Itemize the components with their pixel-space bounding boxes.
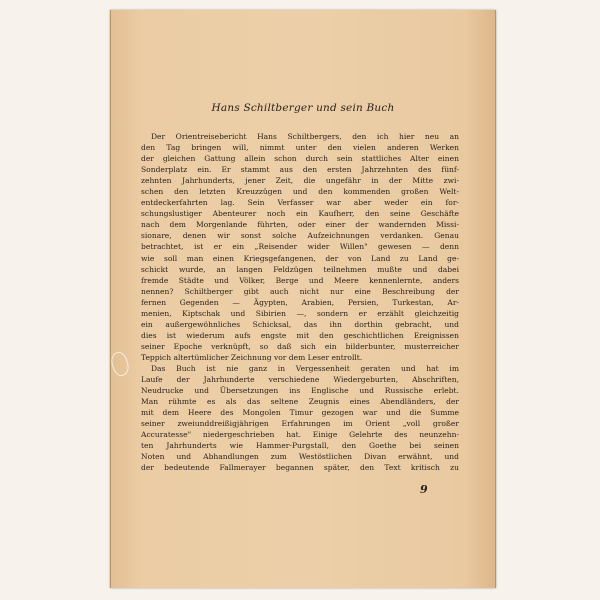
text-line: ten Jahrhunderts wie Hammer-Purgstall, den Goethe bei seinen [141,441,459,451]
text-line: menien, Kiptschak und Sibirien —, sondern er erzählt gleichzeitig [141,308,459,318]
text-line: schickt wurde, an langen Feldzügen teilnehmen mußte und dabei [141,264,459,274]
text-line: entdeckerfahrten lag. Sein Verfasser war aber weder ein for- [141,198,459,208]
text-line: der bedeutende Fallmerayer begannen später, den Text kritisch zu [141,463,459,473]
text-line: Noten und Abhandlungen zum Westöstlichen Divan erwähnt, und [141,452,459,462]
text-line: Das Buch ist nie ganz in Vergessenheit geraten und hat im [151,363,459,373]
text-line: wie soll man einen Kriegsgefangenen, der von Land zu Land ge- [141,253,459,263]
text-line: Der Orientreisebericht Hans Schiltbergers, den ich hier neu an [151,132,459,141]
text-line: ein außergewöhnliches Schicksal, das ihn dorthin gebracht, und [141,319,459,329]
chapter-heading: Hans Schiltberger und sein Buch [211,102,395,114]
text-line: seiner zweiunddreißigjährigen Erfahrungen im Orient „voll großer [141,419,459,429]
text-line: Teppich altertümlicher Zeichnung vor dem Leser entrollt. [141,352,363,362]
text-line: Laufe der Jahrhunderte verschiedene Wiedergeburten, Abschriften, [141,375,459,385]
text-line: seiner Epoche verknüpft, so daß sich ein bilderbunter, musterreicher [141,341,459,351]
text-line: Man rühmte es als das seltene Zeugnis eines Abendländers, der [141,397,459,407]
body-text [141,131,459,473]
text-line: schen den letzten Kreuzzügen und den kommenden großen Welt- [141,187,459,197]
text-line: der gleichen Gattung allein schon durch sein stattliches Alter einen [141,154,459,164]
text-line: Accuratesse" niedergeschrieben hat. Einige Gelehrte des neunzehn- [141,430,459,440]
text-line: nennen? Schiltberger gibt auch nicht nur eine Beschreibung der [141,286,459,296]
text-line: schungslustiger Abenteurer noch ein Kaufherr, den seine Geschäfte [141,209,459,219]
text-line: fremde Städte und Völker, Berge und Meere kennenlernte, anders [141,275,459,285]
text-line: fernen Gegenden — Ägypten, Arabien, Persien, Turkestan, Ar- [141,297,459,307]
text-line: betrachtet, ist er ein „Reisender wider Willen" gewesen — denn [141,242,459,252]
text-line: dies ist wiederum aufs engste mit den geschichtlichen Ereignissen [141,330,459,340]
text-line: Sonderplatz ein. Er stammt aus den ersten Jahrzehnten des fünf- [141,165,459,175]
text-line: den Tag bringen will, nimmt unter den vielen anderen Werken [141,143,459,153]
text-line: Neudrucke und Übersetzungen ins Englische und Russische erlebt. [141,386,459,396]
text-line: sionare, denen wir sonst solche Aufzeichnungen verdanken. Genau [141,231,459,241]
page-number: 9 [420,483,428,496]
book-page [110,10,496,588]
text-line: mit dem Heere des Mongolen Timur gezogen war und die Summe [141,408,459,418]
text-line: nach dem Morgenlande führten, oder einer der wandernden Missi- [141,220,459,230]
text-line: zehnten Jahrhunderts, jener Zeit, die ungefähr in der Mitte zwi- [141,176,459,186]
